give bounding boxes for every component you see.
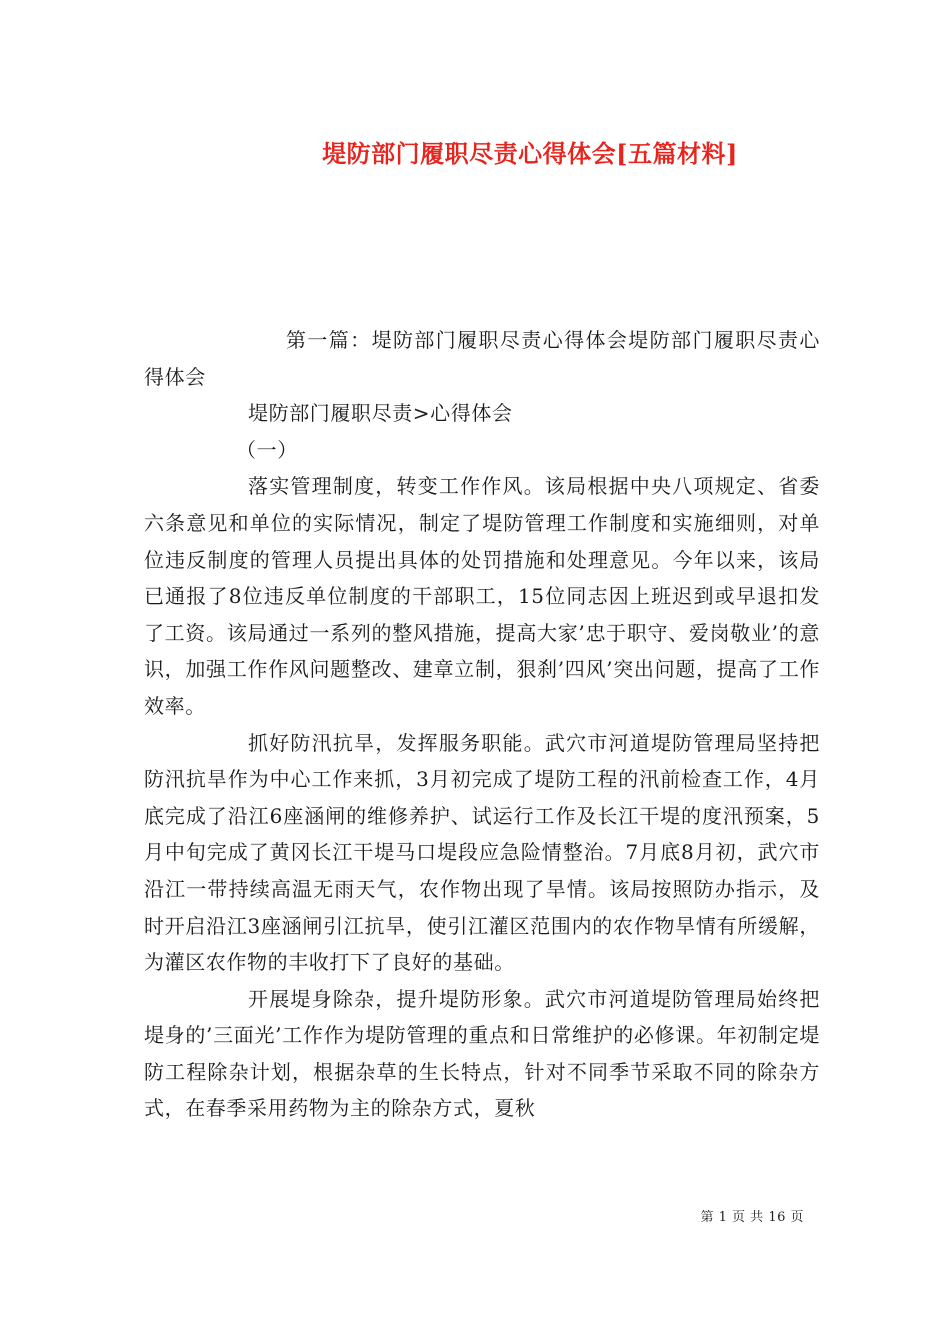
paragraph-1: 落实管理制度，转变工作作风。该局根据中央八项规定、省委六条意见和单位的实际情况，制定了堤防管理工作制度和实施细则，对单位违反制度的管理人员提出具体的处罚措施和处理意见。今年以来，该局已通报了8位违反单位制度的干部职工，15位同志因上班迟到或早退扣发了工资。该局通过一系列的整风措施，提高大家’忠于职守、爱岗敬业’的意识，加强工作作风问题整改、建章立制，狠刹’四风’突出问题，提高了工作效率。 (144, 474, 820, 718)
paragraph-3: 开展堤身除杂，提升堤防形象。武穴市河道堤防管理局始终把堤身的’三面光’工作作为堤防管理的重点和日常维护的必修课。年初制定堤防工程除杂计划，根据杂草的生长特点，针对不同季节采取不同的除杂方式，在春季采用药物为主的除杂方式，夏秋 (144, 986, 820, 1121)
document-body (144, 322, 820, 1127)
section-heading: 第一篇：堤防部门履职尽责心得体会堤防部门履职尽责心得体会 (144, 328, 820, 389)
subheading: 堤防部门履职尽责>心得体会 (248, 401, 513, 426)
part-marker: （一） (236, 437, 298, 462)
paragraph-2: 抓好防汛抗旱，发挥服务职能。武穴市河道堤防管理局坚持把防汛抗旱作为中心工作来抓，3月初完成了堤防工程的汛前检查工作，4月底完成了沿江6座涵闸的维修养护、试运行工作及长江干堤的度汛预案，5月中旬完成了黄冈长江干堤马口堤段应急险情整治。7月底8月初，武穴市沿江一带持续高温无雨天气，农作物出现了旱情。该局按照防办指示，及时开启沿江3座涵闸引江抗旱，使引江灌区范围内的农作物旱情有所缓解，为灌区农作物的丰收打下了良好的基础。 (144, 730, 820, 975)
page-indicator: 第 1 页 共 16 页 (700, 1210, 804, 1225)
document-title: 堤防部门履职尽责心得体会[五篇材料] (322, 139, 738, 168)
